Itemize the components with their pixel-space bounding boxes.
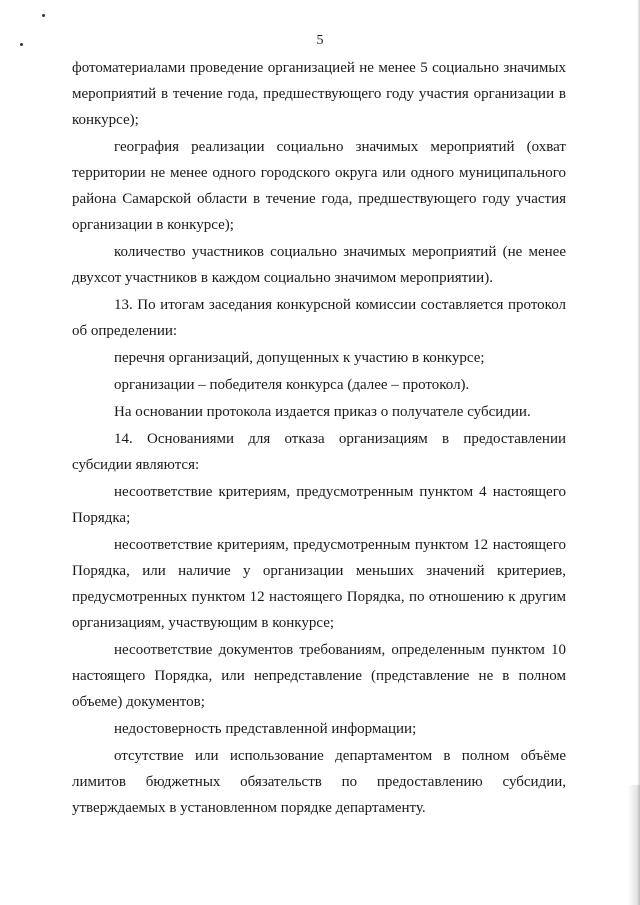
scan-edge-shadow <box>628 785 640 905</box>
paragraph: количество участников социально значимых мероприятий (не менее двухсот участников в каждом социально значимом мероприятии). <box>72 244 566 286</box>
paragraph: отсутствие или использование департаментом в полном объёме лимитов бюджетных обязательств по предоставлению субсидии, утверждаемых в установленном порядке департаменту. <box>72 748 566 816</box>
paragraph: На основании протокола издается приказ о получателе субсидии. <box>114 404 531 420</box>
document-body <box>72 55 566 822</box>
paragraph: несоответствие документов требованиям, определенным пунктом 10 настоящего Порядка, или непредставление (представление не в полном объеме) документов; <box>72 642 566 710</box>
page-number: 5 <box>316 33 324 48</box>
paragraph: организации – победителя конкурса (далее – протокол). <box>114 377 470 393</box>
paragraph: перечня организаций, допущенных к участию в конкурсе; <box>114 350 485 366</box>
paragraph: несоответствие критериям, предусмотренным пунктом 12 настоящего Порядка, или наличие у организации меньших значений критериев, предусмотренных пунктом 12 настоящего Порядка, по отношению к другим организациям, участвующим в конкурсе; <box>72 537 566 631</box>
paragraph: 14. Основаниями для отказа организациям в предоставлении субсидии являются: <box>72 431 566 473</box>
paragraph: несоответствие критериям, предусмотренным пунктом 4 настоящего Порядка; <box>72 484 566 526</box>
paragraph: география реализации социально значимых мероприятий (охват территории не менее одного городского округа или одного муниципального района Самарской области в течение года, предшествующего году участия организации в конкурсе); <box>72 139 566 233</box>
paragraph: фотоматериалами проведение организацией не менее 5 социально значимых мероприятий в течение года, предшествующего году участия организации в конкурсе); <box>72 60 566 128</box>
paragraph: 13. По итогам заседания конкурсной комиссии составляется протокол об определении: <box>72 297 566 339</box>
paragraph: недостоверность представленной информации; <box>114 721 417 737</box>
scan-speck <box>42 14 45 17</box>
